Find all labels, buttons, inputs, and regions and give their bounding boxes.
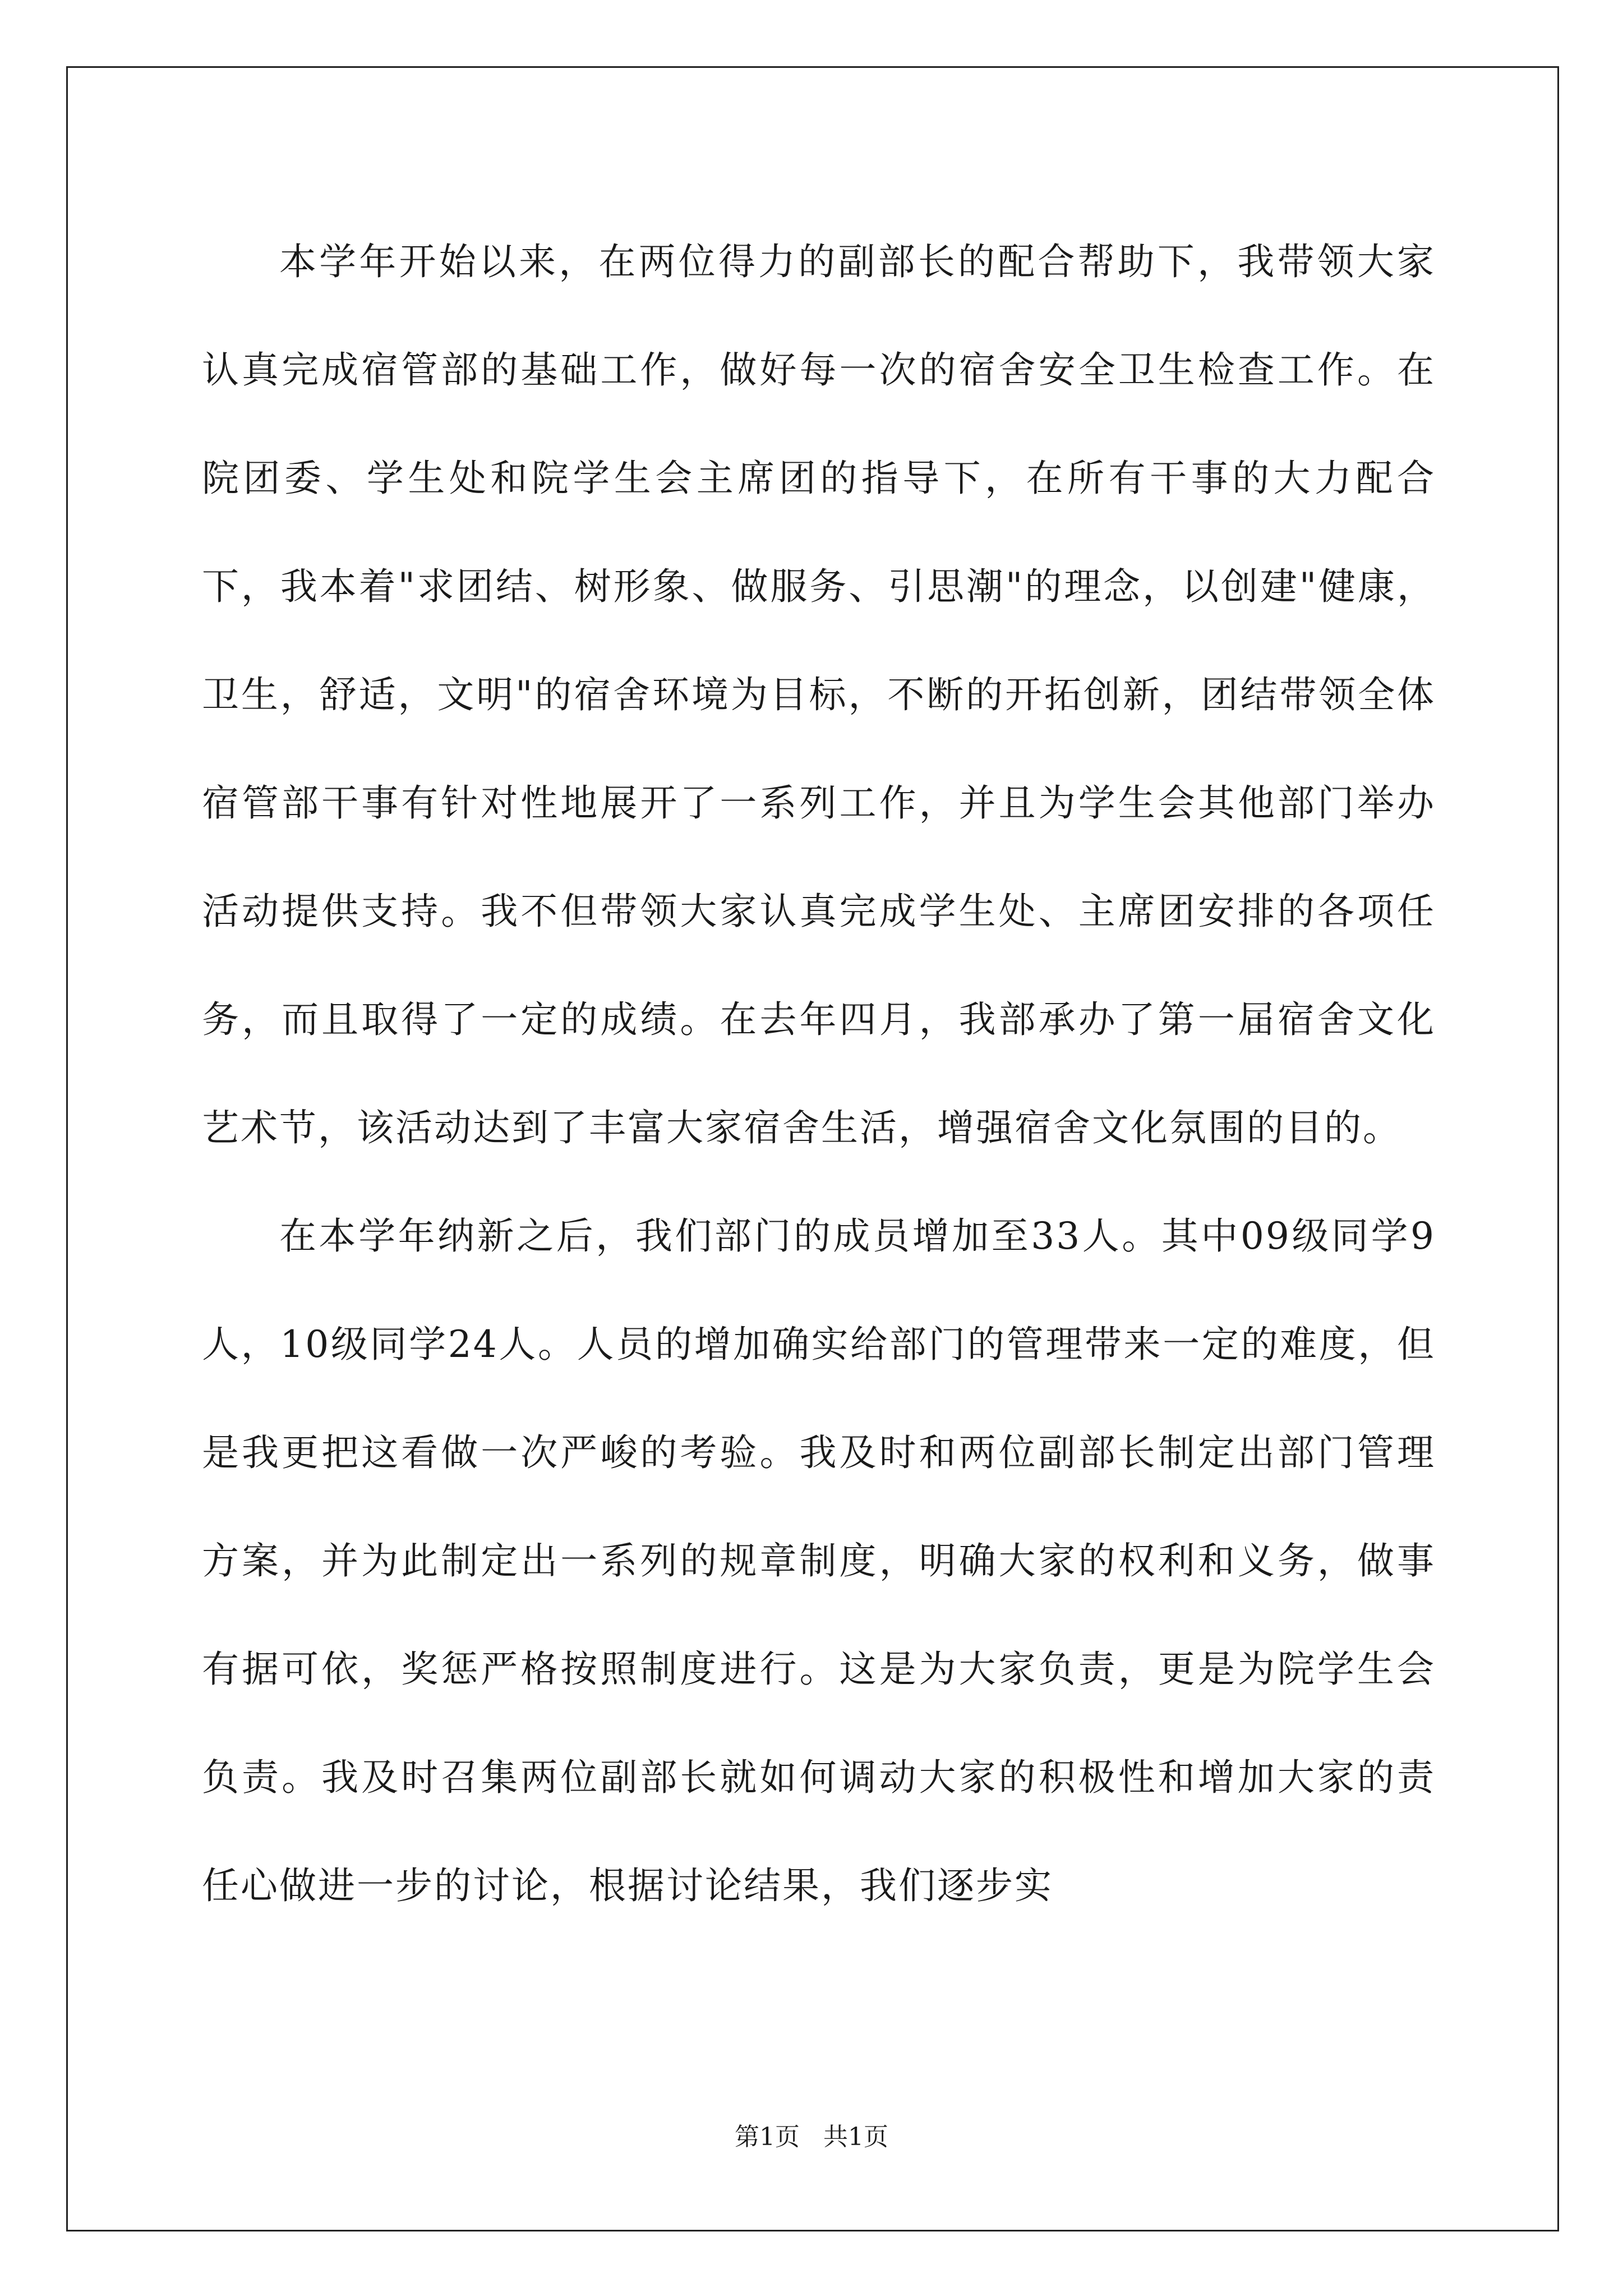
document-body (202, 208, 1436, 1940)
page-footer: 第1页 共1页 (735, 2123, 888, 2151)
paragraph-2: 在本学年纳新之后，我们部门的成员增加至33人。其中09级同学9人，10级同学24人。人员的增加确实给部门的管理带来一定的难度，但是我更把这看做一次严峻的考验。我及时和两位副部长制定出部门管理方案，并为此制定出一系列的规章制度，明确大家的权利和义务，做事有据可依，奖惩严格按照制度进行。这是为大家负责，更是为院学生会负责。我及时召集两位副部长就如何调动大家的积极性和增加大家的责任心做进一步的讨论，根据讨论结果，我们逐步实 (202, 1214, 1436, 1907)
paragraph-1: 本学年开始以来，在两位得力的副部长的配合帮助下，我带领大家认真完成宿管部的基础工作，做好每一次的宿舍安全卫生检查工作。在院团委、学生处和院学生会主席团的指导下，在所有干事的大力配合下，我本着"求团结、树形象、做服务、引思潮"的理念，以创建"健康，卫生，舒适，文明"的宿舍环境为目标，不断的开拓创新，团结带领全体宿管部干事有针对性地展开了一系列工作，并且为学生会其他部门举办活动提供支持。我不但带领大家认真完成学生处、主席团安排的各项任务，而且取得了一定的成绩。在去年四月，我部承办了第一届宿舍文化艺术节，该活动达到了丰富大家宿舍生活，增强宿舍文化氛围的目的。 (202, 240, 1436, 1149)
